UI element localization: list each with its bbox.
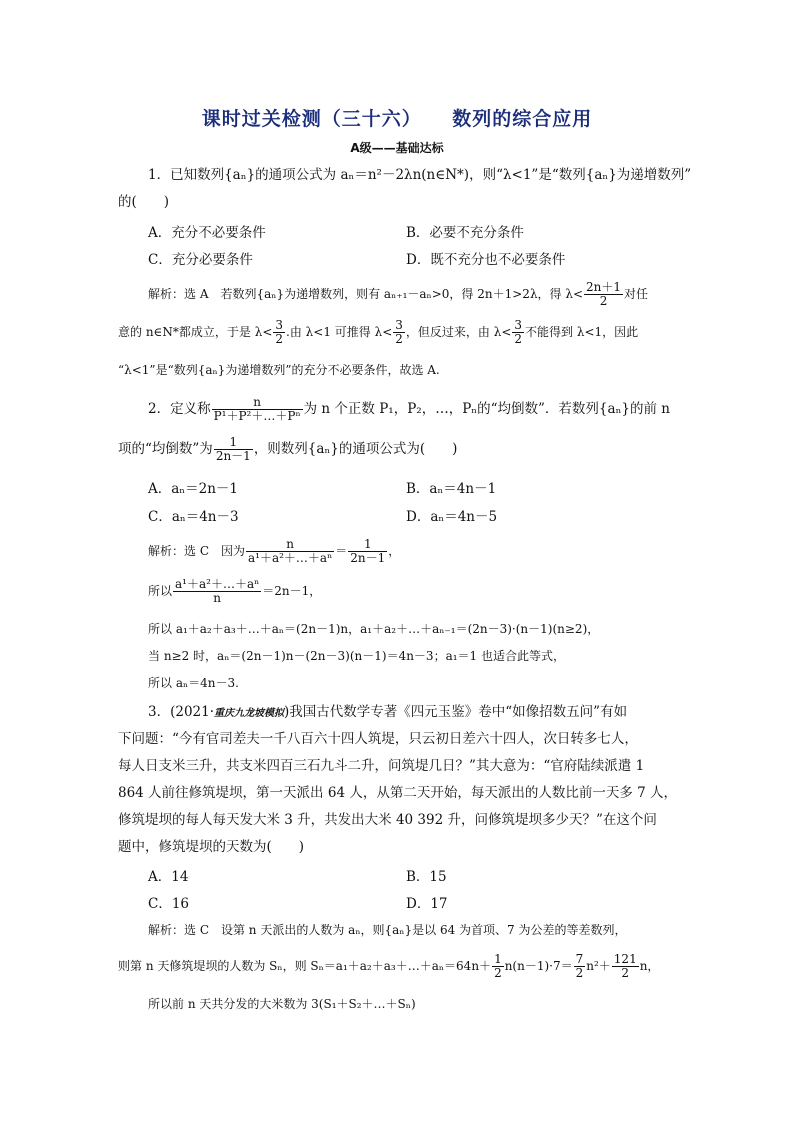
q2-solution-line-1: 解析：选 C 因为 $\frac{n}{\text{a¹＋a²＋…＋aⁿ}}$ ＝ $\frac{1}{2n-1}$ ，: [148, 537, 401, 565]
q3-solution-line-2: 则第 n 天修筑堤坝的人数为 Sₙ，则 Sₙ＝a₁＋a₂＋a₃＋…＋aₙ＝64n＋ $\frac{1}{2}$ n(n－1)·7＝ $\frac{7}{2}$ n²＋ $\frac{121}{2}$ n，: [118, 952, 660, 980]
q1-solution-line-1: [148, 281, 648, 308]
q3-option-a: A．14: [148, 869, 189, 885]
q3-option-c: C．16: [148, 896, 190, 912]
q2-stem-line-1: 2．定义称 $\frac{n}{\text{P¹＋P²＋…＋Pⁿ}}$ 为 n 个正数 P₁，P₂，…，Pₙ的“均倒数”．若数列{aₙ}的前 n: [148, 395, 670, 423]
q3-source: 重庆九龙坡模拟: [214, 708, 285, 719]
q2-solution-line-3: 所以 a₁＋a₂＋a₃＋…＋aₙ＝(2n－1)n，a₁＋a₂＋…＋aₙ₋₁＝(2n－3)·(n－1)(n≥2)，: [148, 622, 600, 636]
q3-stem-line-1: 3．(2021·重庆九龙坡模拟)我国古代数学专著《四元玉鉴》卷中“如像招数五问”有如: [148, 704, 628, 720]
q1-option-c: C．充分必要条件: [148, 252, 253, 268]
q3-solution-line-3: 所以前 n 天共分发的大米数为 3(S₁＋S₂＋…＋Sₙ): [148, 997, 416, 1011]
q2-stem-fraction: $\frac{n}{\text{P¹＋P²＋…＋Pⁿ}}$: [213, 395, 301, 423]
q2-solution-line-2: 所以 $\frac{\text{a¹＋a²＋…＋aⁿ}}{n}$ ＝2n－1，: [148, 577, 322, 605]
q3-solution-line-1: 解析：选 C 设第 n 天派出的人数为 aₙ，则{aₙ}是以 64 为首项、7 为公差的等差数列，: [148, 923, 627, 937]
q2-sol-fraction-3: $\frac{\text{a¹＋a²＋…＋aⁿ}}{n}$: [175, 577, 260, 605]
q1-stem-line-1: 1．已知数列{aₙ}的通项公式为 aₙ＝n²－2λn(n∈N*)，则“λ<1”是“数列{aₙ}为递增数列”: [148, 167, 692, 183]
q2-solution-line-4: 当 n≥2 时，aₙ＝(2n－1)n－(2n－3)(n－1)＝4n－3；a₁＝1 也适合此等式，: [148, 649, 565, 663]
q3-sol-fraction-2: $\frac{7}{2}$: [575, 952, 584, 980]
page-title: 课时过关检测（三十六） 数列的综合应用: [201, 108, 593, 130]
q1-sol-text-a: 解析：选 A 若数列{aₙ}为递增数列，则有 aₙ₊₁－aₙ>0，得 2n＋1>2λ，得 λ<: [148, 287, 584, 301]
q2-sol-fraction-1: $\frac{n}{\text{a¹＋a²＋…＋aⁿ}}$: [248, 537, 333, 565]
q3-option-b: B．15: [406, 869, 447, 885]
level-heading: A级——基础达标: [350, 141, 444, 155]
q2-solution-line-5: 所以 aₙ＝4n－3.: [148, 676, 239, 690]
fraction-3-2: $\frac{3}{2}$: [514, 318, 523, 346]
q3-stem-line-5: 修筑堤坝的每人每天发大米 3 升，共发出大米 40 392 升，问修筑堤坝多少天？”在这个问: [118, 812, 657, 828]
q3-stem-line-2: 下问题：“今有官司差夫一千八百六十四人筑堤，只云初日差六十四人，次日转多七人，: [118, 731, 638, 747]
q1-sol-text-b: 对任: [624, 287, 649, 301]
q1-option-d: D．既不充分也不必要条件: [406, 252, 566, 268]
fraction-3-2: $\frac{3}{2}$: [395, 318, 403, 346]
q1-solution-line-3: “λ<1”是“数列{aₙ}为递增数列”的充分不必要条件，故选 A.: [118, 363, 440, 377]
q3-stem-line-6: 题中，修筑堤坝的天数为( ): [118, 839, 305, 855]
q1-option-b: B．必要不充分条件: [406, 225, 524, 241]
q3-sol-fraction-3: $\frac{121}{2}$: [613, 952, 637, 980]
q1-option-a: A．充分不必要条件: [148, 225, 266, 241]
q2-sol-fraction-2: $\frac{1}{2n-1}$: [350, 537, 386, 565]
q2-stem-line-2: 项的“均倒数”为 $\frac{1}{2n-1}$ ，则数列{aₙ}的通项公式为( ): [118, 435, 458, 463]
q1-stem-line-2: 的( ): [118, 194, 170, 210]
q2-option-d: D．aₙ＝4n－5: [406, 509, 498, 525]
q2-option-b: B．aₙ＝4n－1: [406, 481, 497, 497]
q3-stem-line-3: 每人日支米三升，共支米四百三石九斗二升，问筑堤几日？”其大意为：“官府陆续派遣 1: [118, 758, 645, 774]
q1-solution-line-2: 意的 n∈N*都成立，于是 λ< $\frac{3}{2}$ .由 λ<1 可推得 λ< $\frac{3}{2}$ ，但反过来，由 λ< $\frac{3}{2}$ 不能得到 λ<1，因此: [118, 318, 639, 346]
q2-option-c: C．aₙ＝4n－3: [148, 509, 239, 525]
q3-option-d: D．17: [406, 896, 448, 912]
q2-stem-fraction-2: $\frac{1}{2n-1}$: [215, 435, 251, 463]
q3-sol-fraction-1: $\frac{1}{2}$: [494, 952, 502, 980]
q1-sol-fraction: $\frac{2n+1}{2}$: [586, 280, 622, 308]
fraction-3-2: $\frac{3}{2}$: [275, 318, 284, 346]
q3-stem-line-4: 864 人前往修筑堤坝，第一天派出 64 人，从第二天开始，每天派出的人数比前一天多 7 人，: [118, 785, 677, 801]
q2-option-a: A．aₙ＝2n－1: [148, 481, 239, 497]
